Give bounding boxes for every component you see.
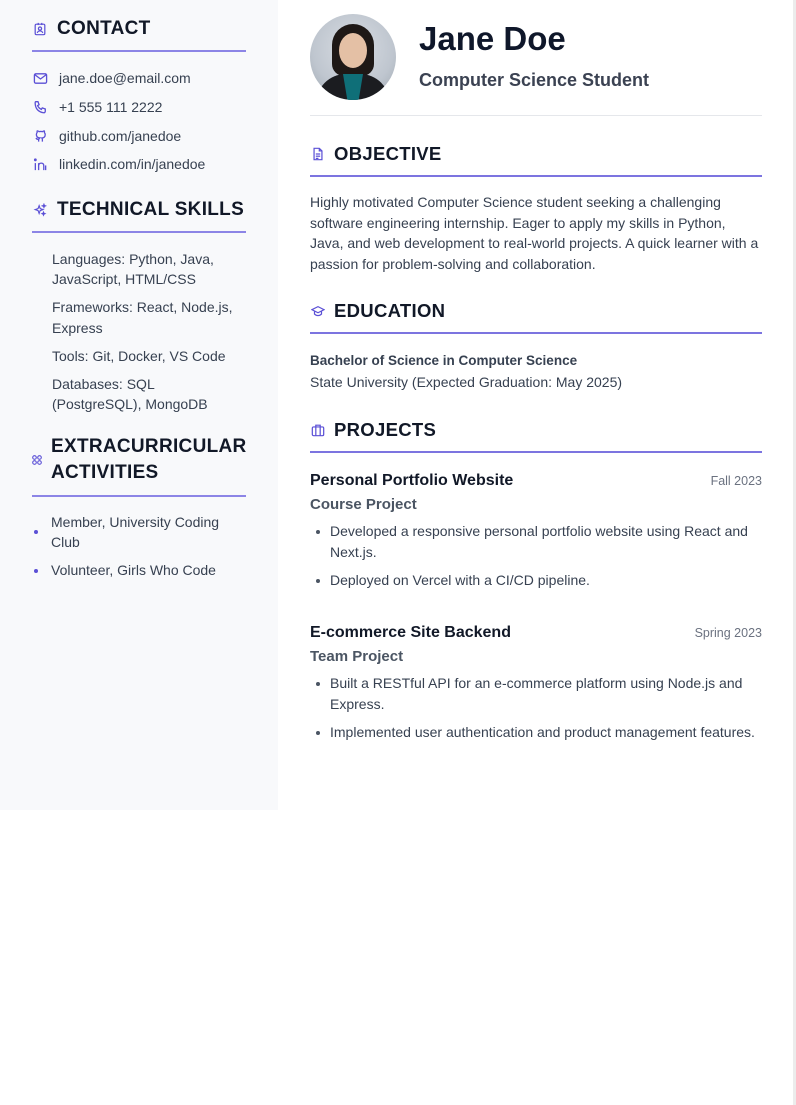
objective-section xyxy=(310,142,762,274)
sidebar xyxy=(0,0,278,810)
contact-email-text: jane.doe@email.com xyxy=(59,70,191,87)
avatar xyxy=(310,14,396,100)
skill-item-languages: Languages: Python, Java, JavaScript, HTML/CSS xyxy=(52,250,214,288)
project-type: Course Project xyxy=(310,496,417,513)
github-icon xyxy=(32,128,48,144)
activity-text: Member, University Coding Club xyxy=(51,513,220,551)
contact-item-github[interactable] xyxy=(32,121,246,150)
person-name: Jane Doe xyxy=(419,19,566,57)
activity-item xyxy=(32,560,246,581)
project-bullet: Developed a responsive personal portfolio website using React and Next.js. xyxy=(310,521,762,562)
contact-item-email[interactable] xyxy=(32,64,246,93)
contact-linkedin-text: linkedin.com/in/janedoe xyxy=(59,156,206,173)
header-text xyxy=(419,19,650,91)
skills-title: TECHNICAL SKILLS xyxy=(57,198,245,220)
project-item xyxy=(310,470,762,590)
grid-icon xyxy=(32,455,42,465)
contact-section xyxy=(32,17,246,179)
contact-item-phone[interactable] xyxy=(32,93,246,122)
project-type: Team Project xyxy=(310,648,404,665)
graduation-cap-icon xyxy=(310,303,326,319)
contact-phone-text: +1 555 111 2222 xyxy=(59,99,163,116)
education-heading xyxy=(310,299,762,334)
project-bullets xyxy=(310,673,762,742)
project-bullets xyxy=(310,521,762,590)
activities-title: EXTRACURRICULAR ACTIVITIES xyxy=(51,435,247,483)
projects-title: PROJECTS xyxy=(334,419,437,440)
linkedin-icon xyxy=(32,156,48,172)
skill-item-databases: Databases: SQL (PostgreSQL), MongoDB xyxy=(52,375,208,413)
activities-section xyxy=(32,434,246,581)
project-bullet: Built a RESTful API for an e-commerce platform using Node.js and Express. xyxy=(310,673,762,714)
skills-section xyxy=(32,198,246,415)
main-content xyxy=(278,0,793,810)
document-icon xyxy=(310,146,326,162)
project-name: Personal Portfolio Website xyxy=(310,472,514,489)
project-item xyxy=(310,622,762,742)
sparkles-icon xyxy=(32,202,48,218)
skill-item-tools: Tools: Git, Docker, VS Code xyxy=(52,347,226,364)
project-name: E-commerce Site Backend xyxy=(310,624,511,641)
person-title: Computer Science Student xyxy=(419,69,650,90)
contact-github-text: github.com/janedoe xyxy=(59,127,182,144)
projects-section xyxy=(310,418,762,742)
activity-text: Volunteer, Girls Who Code xyxy=(51,562,216,579)
phone-icon xyxy=(32,99,48,115)
bullet-dot-icon xyxy=(34,569,38,573)
skills-list xyxy=(32,249,246,415)
contact-title: CONTACT xyxy=(57,18,151,39)
education-section xyxy=(310,299,762,393)
projects-heading xyxy=(310,418,762,453)
project-date: Fall 2023 xyxy=(710,474,762,488)
contact-item-linkedin[interactable] xyxy=(32,150,246,179)
project-bullet: Implemented user authentication and product management features. xyxy=(310,722,762,743)
education-title: EDUCATION xyxy=(334,300,446,321)
objective-heading xyxy=(310,142,762,177)
mail-icon xyxy=(32,70,48,86)
activities-list xyxy=(32,512,246,581)
project-date: Spring 2023 xyxy=(694,626,762,640)
contact-heading xyxy=(32,17,246,52)
bullet-dot-icon xyxy=(34,530,38,534)
project-bullet: Deployed on Vercel with a CI/CD pipeline. xyxy=(310,570,762,591)
briefcase-icon xyxy=(310,422,326,438)
activity-item xyxy=(32,512,246,553)
activities-heading xyxy=(32,434,246,497)
education-school: State University (Expected Graduation: May 2025) xyxy=(310,374,623,390)
resume-header xyxy=(310,14,762,116)
skills-heading xyxy=(32,198,246,233)
contact-list xyxy=(32,64,246,179)
contact-card-icon xyxy=(32,21,48,37)
skill-item-frameworks: Frameworks: React, Node.js, Express xyxy=(52,299,233,336)
objective-title: OBJECTIVE xyxy=(334,143,442,164)
objective-text: Highly motivated Computer Science student seeking a challenging software engineering internship. Eager to apply my skills in Python, Java, and web development to real-world projects. A quick learner with a passion for problem-solving and collaboration. xyxy=(310,194,759,272)
education-degree: Bachelor of Science in Computer Science xyxy=(310,353,578,368)
